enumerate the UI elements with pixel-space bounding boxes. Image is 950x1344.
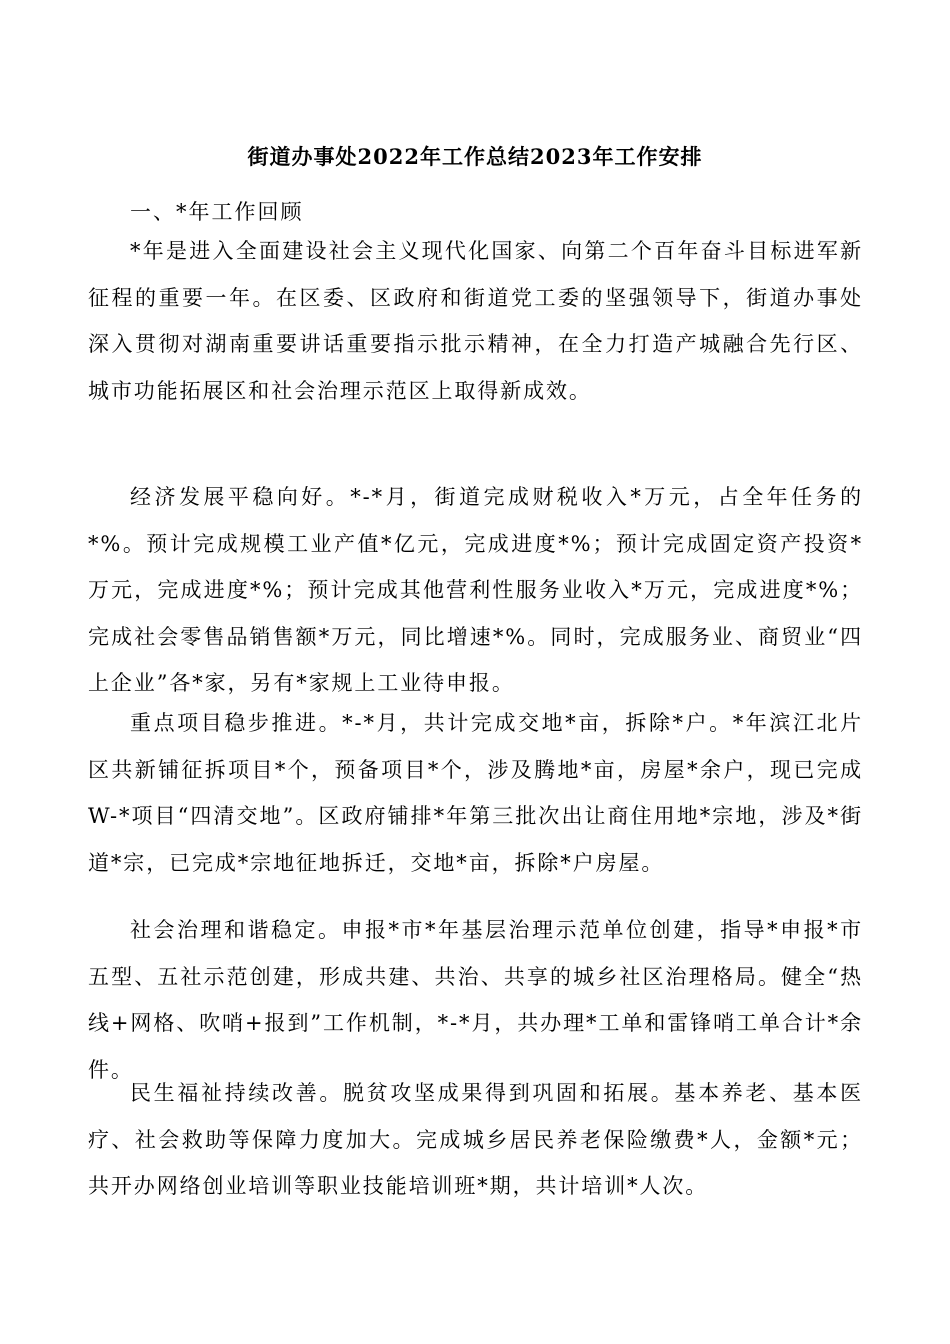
paragraph-livelihood: 民生福祉持续改善。脱贫攻坚成果得到巩固和拓展。基本养老、基本医疗、社会救助等保障力度加大。完成城乡居民养老保险缴费*人，金额*元；共开办网络创业培训等职业技能培训班*期，共计培训*人次。 — [88, 1081, 863, 1198]
paragraph-overview: *年是进入全面建设社会主义现代化国家、向第二个百年奋斗目标进军新征程的重要一年。在区委、区政府和街道党工委的坚强领导下，街道办事处深入贯彻对湖南重要讲话重要指示批示精神，在全力打造产城融合先行区、城市功能拓展区和社会治理示范区上取得新成效。 — [88, 239, 863, 403]
paragraph-social-governance: 社会治理和谐稳定。申报*市*年基层治理示范单位创建，指导*申报*市五型、五社示范创建，形成共建、共治、共享的城乡社区治理格局。健全“热线+网格、吹哨+报到”工作机制，*-*月，共办理*工单和雷锋哨工单合计*余件。 — [88, 918, 863, 1082]
section-heading: 一、*年工作回顾 — [130, 200, 304, 224]
paragraph-economy: 经济发展平稳向好。*-*月，街道完成财税收入*万元，占全年任务的*%。预计完成规模工业产值*亿元，完成进度*%；预计完成固定资产投资*万元，完成进度*%；预计完成其他营利性服务业收入*万元，完成进度*%；完成社会零售品销售额*万元，同比增速*%。同时，完成服务业、商贸业“四上企业”各*家，另有*家规上工业待申报。 — [88, 485, 863, 695]
paragraph-key-projects: 重点项目稳步推进。*-*月，共计完成交地*亩，拆除*户。*年滨江北片区共新铺征拆项目*个，预备项目*个，涉及腾地*亩，房屋*余户，现已完成W-*项目“四清交地”。区政府铺排*年第三批次出让商住用地*宗地，涉及*街道*宗，已完成*宗地征地拆迁，交地*亩，拆除*户房屋。 — [88, 711, 863, 875]
document-title: 街道办事处2022年工作总结2023年工作安排 — [247, 144, 703, 169]
